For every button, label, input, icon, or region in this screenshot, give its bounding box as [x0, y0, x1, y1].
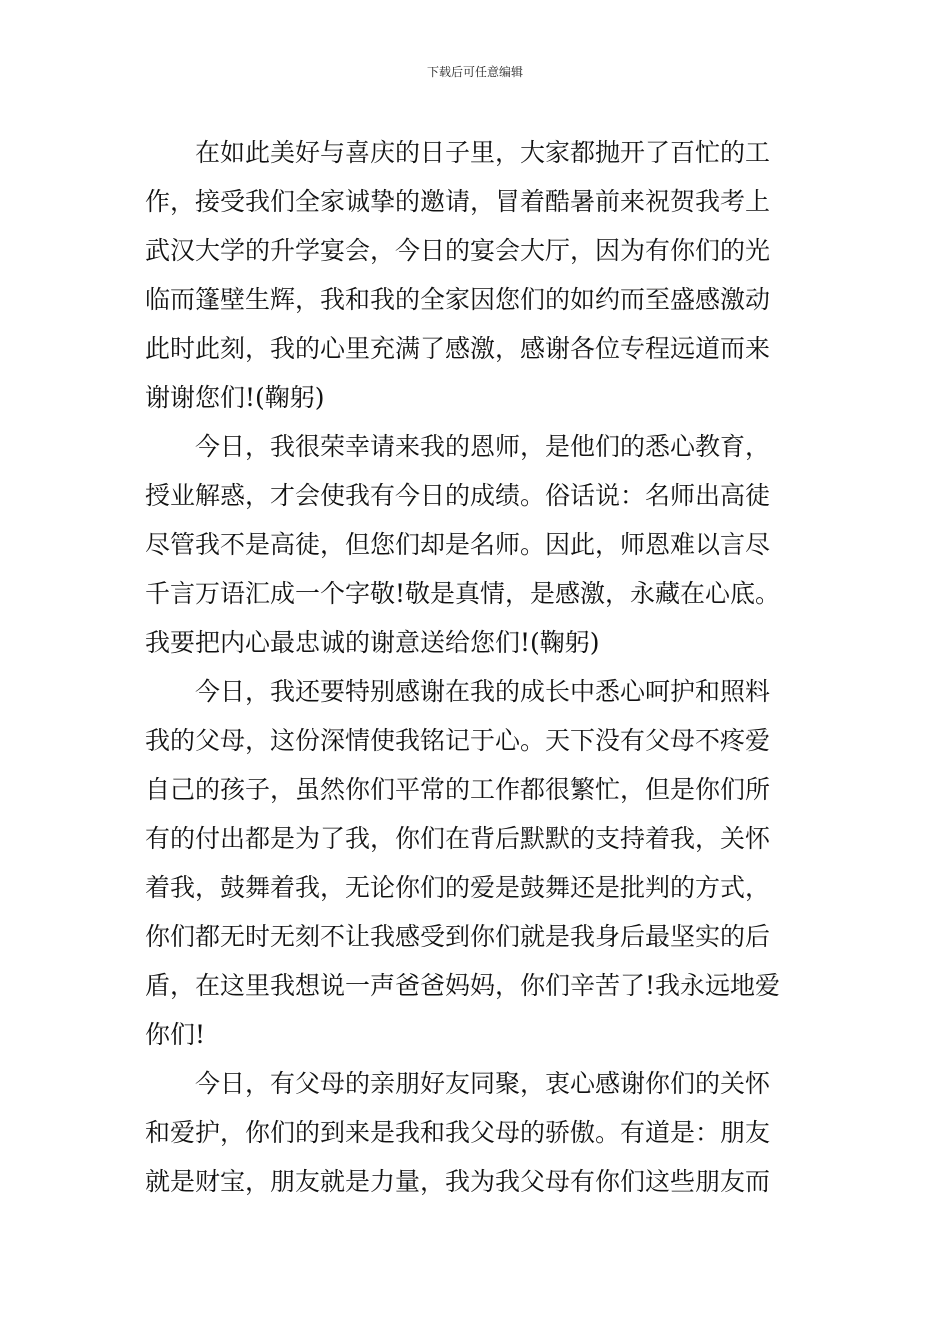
- text-line: 你们!: [145, 1020, 206, 1049]
- text-line: 今日，有父母的亲朋好友同聚，衷心感谢你们的关怀: [195, 1069, 771, 1098]
- text-line: 就是财宝，朋友就是力量，我为我父母有你们这些朋友而: [145, 1167, 771, 1196]
- text-line: 你们都无时无刻不让我感受到你们就是我身后最坚实的后: [145, 922, 771, 951]
- paragraph-4: [145, 1059, 805, 1206]
- text-line: 武汉大学的升学宴会，今日的宴会大厅，因为有你们的光: [145, 236, 771, 265]
- text-line: 谢谢您们!(鞠躬): [145, 383, 325, 412]
- document-body: [145, 128, 805, 1206]
- paragraph-1: [145, 128, 805, 422]
- text-line: 自己的孩子，虽然你们平常的工作都很繁忙，但是你们所: [145, 775, 771, 804]
- text-line: 盾，在这里我想说一声爸爸妈妈，你们辛苦了!我永远地爱: [145, 971, 781, 1000]
- text-line: 和爱护，你们的到来是我和我父母的骄傲。有道是：朋友: [145, 1118, 771, 1147]
- text-line: 着我，鼓舞着我，无论你们的爱是鼓舞还是批判的方式，: [145, 873, 771, 902]
- text-line: 在如此美好与喜庆的日子里，大家都抛开了百忙的工: [195, 138, 771, 167]
- text-line: 今日，我很荣幸请来我的恩师，是他们的悉心教育，: [195, 432, 771, 461]
- paragraph-3: [145, 667, 805, 1059]
- text-line: 授业解惑，才会使我有今日的成绩。俗话说：名师出高徒: [145, 481, 771, 510]
- text-line: 尽管我不是高徒，但您们却是名师。因此，师恩难以言尽: [145, 530, 771, 559]
- text-line: 今日，我还要特别感谢在我的成长中悉心呵护和照料: [195, 677, 771, 706]
- text-line: 千言万语汇成一个字敬!敬是真情，是感激，永藏在心底。: [145, 579, 781, 608]
- paragraph-2: [145, 422, 805, 667]
- page-header: 下载后可任意编辑: [426, 65, 523, 79]
- text-line: 此时此刻，我的心里充满了感激，感谢各位专程远道而来: [145, 334, 771, 363]
- text-line: 作，接受我们全家诚挚的邀请，冒着酷暑前来祝贺我考上: [145, 187, 771, 216]
- text-line: 我的父母，这份深情使我铭记于心。天下没有父母不疼爱: [145, 726, 771, 755]
- text-line: 临而篷壁生辉，我和我的全家因您们的如约而至盛感激动: [145, 285, 771, 314]
- text-line: 我要把内心最忠诚的谢意送给您们!(鞠躬): [145, 628, 600, 657]
- text-line: 有的付出都是为了我，你们在背后默默的支持着我，关怀: [145, 824, 771, 853]
